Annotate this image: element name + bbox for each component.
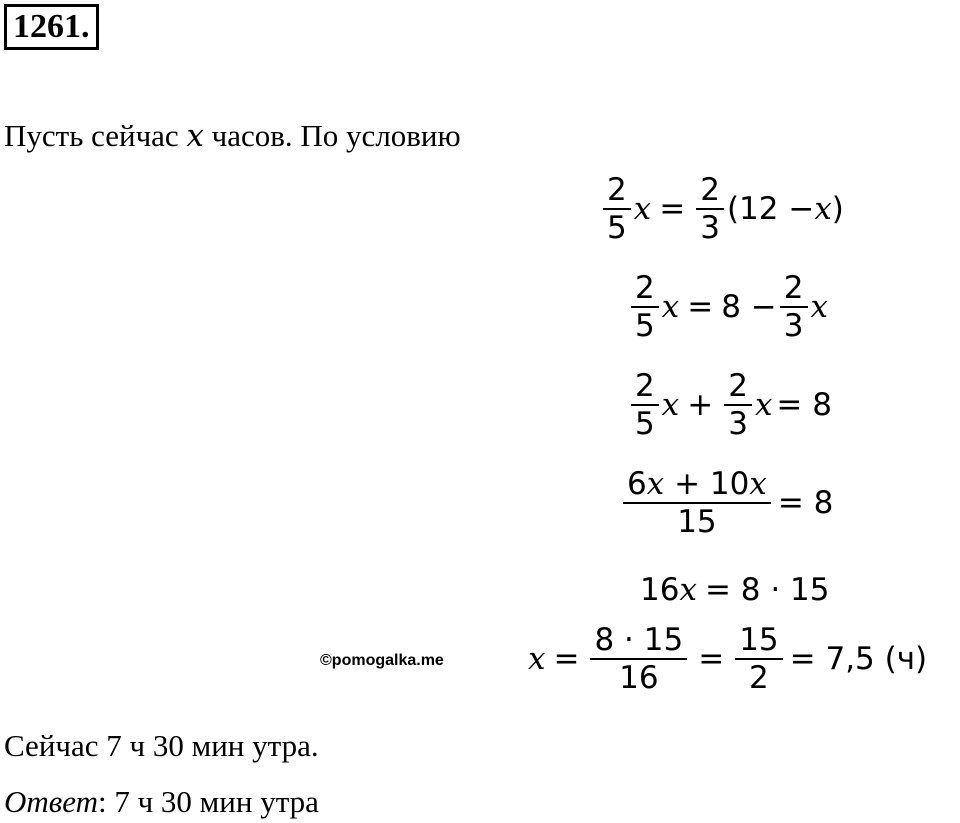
intro-before: Пусть сейчас <box>4 118 187 153</box>
fraction <box>735 622 782 696</box>
right-hand-side: = 8 · 15 <box>704 572 830 608</box>
variable-x: x <box>646 466 665 502</box>
denominator: 5 <box>635 406 655 442</box>
intro-after: часов. По условию <box>203 118 461 153</box>
parenthesis-expression: (12 − <box>726 191 815 227</box>
answer-text: : 7 ч 30 мин утра <box>97 784 319 819</box>
variable-x: x <box>633 191 652 227</box>
conclusion-text: Сейчас 7 ч 30 мин утра. <box>4 728 319 763</box>
equation-3 <box>628 368 832 442</box>
coefficient: 6 <box>627 466 647 502</box>
answer-label: Ответ <box>4 784 98 819</box>
fraction <box>696 172 724 246</box>
numerator: 2 <box>635 368 655 404</box>
variable-x: x <box>661 289 680 325</box>
denominator: 3 <box>700 210 720 246</box>
right-hand-side: = 8 <box>777 485 834 521</box>
coefficient: 16 <box>640 572 680 608</box>
problem-number: 1261. <box>4 4 99 50</box>
numerator: 8 · 15 <box>594 622 684 658</box>
numerator: 2 <box>635 270 655 306</box>
variable-x: x <box>814 191 832 227</box>
denominator: 16 <box>619 660 659 696</box>
plus-sign: + <box>687 387 714 423</box>
close-parenthesis: ) <box>831 191 844 227</box>
fraction <box>590 622 687 696</box>
equals-sign: = <box>698 641 725 677</box>
intro-text <box>4 118 461 154</box>
variable-x: x <box>810 289 828 325</box>
answer-line <box>4 784 319 820</box>
fraction <box>780 270 808 344</box>
equals-sign: = <box>553 641 580 677</box>
equation-6 <box>528 622 927 696</box>
intro-variable: x <box>186 118 204 154</box>
fraction <box>631 368 659 442</box>
equals-sign: = <box>687 289 714 325</box>
denominator: 15 <box>677 504 717 540</box>
fraction <box>623 466 771 540</box>
variable-x: x <box>754 387 773 423</box>
variable-x: x <box>528 641 546 677</box>
fraction <box>603 172 631 246</box>
variable-x: x <box>679 572 697 608</box>
constant-term: 8 − <box>721 289 777 325</box>
variable-x: x <box>661 387 680 423</box>
numerator: 15 <box>739 622 779 658</box>
numerator: 2 <box>728 368 748 404</box>
result: = 7,5 (ч) <box>789 641 928 677</box>
numerator: 2 <box>783 270 804 306</box>
plus-term: + 10 <box>664 466 750 502</box>
numerator <box>623 466 771 502</box>
equation-4 <box>620 466 833 540</box>
fraction <box>631 270 659 344</box>
equation-1 <box>600 172 844 246</box>
denominator: 3 <box>783 308 804 344</box>
equals-sign: = <box>659 191 686 227</box>
numerator: 2 <box>607 172 627 208</box>
denominator: 5 <box>607 210 627 246</box>
equation-5 <box>640 572 830 608</box>
denominator: 5 <box>635 308 655 344</box>
fraction <box>724 368 752 442</box>
equation-2 <box>628 270 828 344</box>
denominator: 2 <box>749 660 769 696</box>
denominator: 3 <box>728 406 748 442</box>
right-hand-side: = 8 <box>776 387 832 423</box>
variable-x: x <box>749 466 767 502</box>
watermark: ©pomogalka.me <box>320 652 444 669</box>
numerator: 2 <box>700 172 720 208</box>
